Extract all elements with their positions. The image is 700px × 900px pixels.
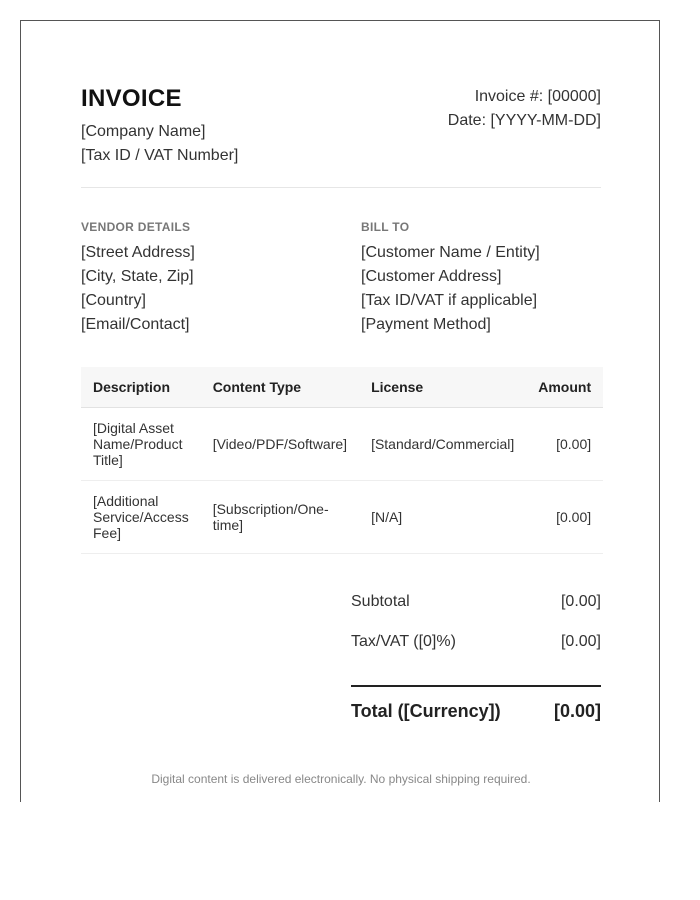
vendor-contact: [Email/Contact]: [81, 316, 190, 333]
row-content-type: [Video/PDF/Software]: [201, 408, 359, 481]
tax-label: Tax/VAT ([0]%): [351, 633, 456, 650]
row-amount: [0.00]: [526, 481, 603, 554]
row-amount: [0.00]: [526, 408, 603, 481]
row-license: [Standard/Commercial]: [359, 408, 526, 481]
bill-to-heading: BILL TO: [361, 220, 410, 234]
table-row: [81, 481, 603, 554]
company-name: [Company Name]: [81, 123, 206, 140]
row-description: [Additional Service/Access Fee]: [81, 481, 201, 554]
row-content-type: [Subscription/One-time]: [201, 481, 359, 554]
totals-section: [351, 593, 601, 731]
subtotal-value: [0.00]: [560, 593, 601, 610]
invoice-title: INVOICE: [81, 85, 182, 112]
vendor-details: [81, 220, 195, 337]
subtotal-label: Subtotal: [351, 593, 410, 610]
tax-row: [351, 633, 601, 673]
tax-value: [0.00]: [560, 633, 601, 650]
invoice-page: [20, 20, 660, 802]
customer-address: [Customer Address]: [361, 268, 502, 285]
vendor-country: [Country]: [81, 292, 146, 309]
total-value: [0.00]: [553, 701, 601, 721]
table-row: [81, 408, 603, 481]
total-label: Total ([Currency]): [351, 701, 501, 721]
invoice-header: [81, 85, 601, 188]
header-content-type: Content Type: [201, 367, 359, 408]
row-license: [N/A]: [359, 481, 526, 554]
header-amount: Amount: [526, 367, 603, 408]
line-items-table: [81, 367, 603, 554]
company-tax-id: [Tax ID / VAT Number]: [81, 147, 239, 164]
bill-to: [361, 220, 540, 337]
vendor-city: [City, State, Zip]: [81, 268, 194, 285]
subtotal-row: [351, 593, 601, 633]
row-description: [Digital Asset Name/Product Title]: [81, 408, 201, 481]
header-description: Description: [81, 367, 201, 408]
invoice-date: Date: [YYYY-MM-DD]: [447, 112, 601, 129]
total-row: [351, 685, 601, 731]
company-info: [81, 120, 238, 168]
table-header-row: [81, 367, 603, 408]
vendor-street: [Street Address]: [81, 244, 195, 261]
footer-note: Digital content is delivered electronically. No physical shipping required.: [151, 772, 531, 786]
invoice-number: Invoice #: [00000]: [474, 88, 601, 105]
customer-tax-id: [Tax ID/VAT if applicable]: [361, 292, 538, 309]
payment-method: [Payment Method]: [361, 316, 491, 333]
customer-name: [Customer Name / Entity]: [361, 244, 540, 261]
vendor-heading: VENDOR DETAILS: [81, 220, 191, 234]
invoice-meta: [448, 85, 601, 133]
header-license: License: [359, 367, 526, 408]
